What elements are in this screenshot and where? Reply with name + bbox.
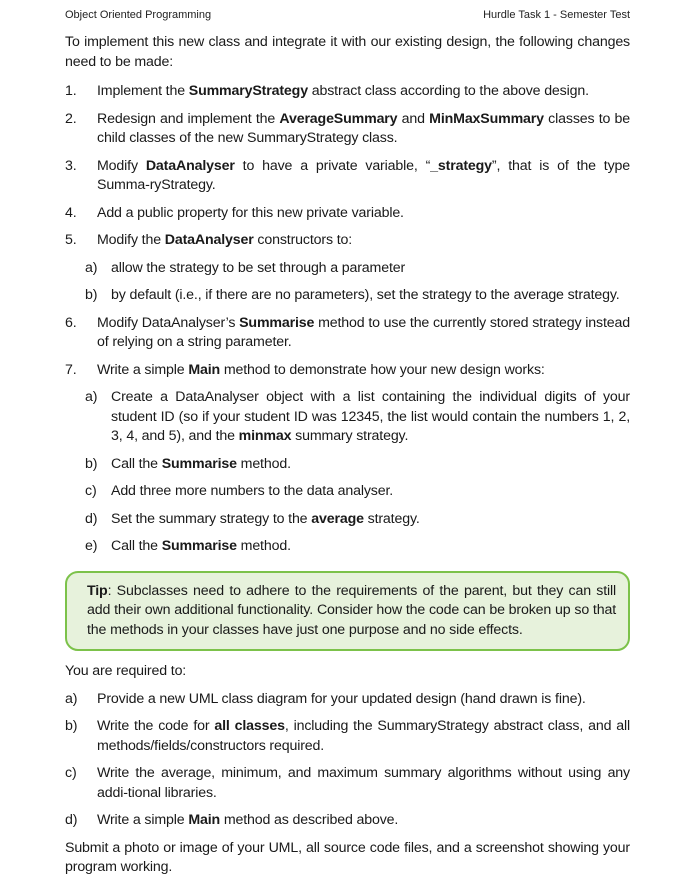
header-course-title: Object Oriented Programming <box>65 9 212 21</box>
step-item <box>65 361 630 381</box>
required-letter: a) <box>65 690 78 707</box>
intro-paragraph: To implement this new class and integrate it with our existing design, the following changes need to be made: <box>65 34 630 70</box>
required-letter: d) <box>65 812 78 828</box>
required-letter: b) <box>65 718 78 734</box>
substep-text: Add three more numbers to the data analyser. <box>111 483 394 499</box>
substep-text: allow the strategy to be set through a parameter <box>111 259 406 276</box>
required-text: Write the code for all classes, including the SummaryStrategy abstract class, and all methods/fields/constructors required. <box>97 718 630 754</box>
substep-letter: b) <box>85 455 98 472</box>
required-letter: c) <box>65 765 77 781</box>
document-body <box>65 33 630 878</box>
substep-text: Call the Summarise method. <box>111 538 291 554</box>
step-number: 5. <box>65 232 77 248</box>
step-text: Modify the DataAnalyser constructors to: <box>97 232 353 248</box>
substep-letter: c) <box>85 483 97 499</box>
required-item <box>65 717 630 756</box>
step-number: 2. <box>65 110 77 127</box>
step-text: Write a simple Main method to demonstrate how your new design works: <box>97 361 545 378</box>
step-text: Redesign and implement the AverageSummary and MinMaxSummary classes to be child classes of the new SummaryStrategy class. <box>97 110 630 146</box>
substep-item <box>85 537 630 557</box>
step-number: 7. <box>65 361 77 378</box>
step-text: Add a public property for this new private variable. <box>97 204 404 221</box>
step-item <box>65 314 630 353</box>
step-number: 4. <box>65 204 77 221</box>
substep-letter: a) <box>85 259 98 276</box>
substep-text: Create a DataAnalyser object with a list containing the individual digits of your student ID (so if your student ID was 12345, the list would contain the numbers 1, 2, 3, 4, and 5), and the minmax summary strategy. <box>111 389 630 444</box>
step-item <box>65 157 630 196</box>
required-item <box>65 764 630 803</box>
page-header <box>65 9 630 21</box>
required-item <box>65 690 630 710</box>
substep-item <box>85 455 630 475</box>
substep-text: Call the Summarise method. <box>111 455 291 472</box>
substep-letter: a) <box>85 389 98 405</box>
step-number: 6. <box>65 314 77 331</box>
header-task-title: Hurdle Task 1 - Semester Test <box>483 9 630 21</box>
substep-text: by default (i.e., if there are no parameters), set the strategy to the average strategy. <box>111 287 620 303</box>
substep-item <box>85 259 630 279</box>
substep-item <box>85 286 630 306</box>
step-item <box>65 231 630 251</box>
substep-letter: d) <box>85 510 98 527</box>
substep-item <box>85 388 630 447</box>
required-text: Write the average, minimum, and maximum summary algorithms without using any addi-tional libraries. <box>97 765 630 801</box>
substep-item <box>85 482 630 502</box>
required-text: Write a simple Main method as described above. <box>97 812 399 828</box>
required-text: Provide a new UML class diagram for your updated design (hand drawn is fine). <box>97 690 586 707</box>
step-item <box>65 110 630 149</box>
tip-text: Tip: Subclasses need to adhere to the requirements of the parent, but they can still add their own additional functionality. Consider how the code can be broken up so that the methods in your classes have just one purpose and no side effects. <box>87 582 616 638</box>
step-text: Modify DataAnalyser’s Summarise method to use the currently stored strategy instead of relying on a string parameter. <box>97 314 630 350</box>
required-heading: You are required to: <box>65 663 187 679</box>
submit-paragraph: Submit a photo or image of your UML, all source code files, and a screenshot showing your program working. <box>65 839 630 875</box>
step-number: 1. <box>65 83 77 99</box>
step-text: Modify DataAnalyser to have a private variable, “_strategy”, that is of the type Summa-ryStrategy. <box>97 157 631 193</box>
step-text: Implement the SummaryStrategy abstract class according to the above design. <box>97 83 589 99</box>
tip-label: Tip <box>87 582 108 599</box>
step-number: 3. <box>65 157 77 174</box>
substep-letter: e) <box>85 538 98 554</box>
substep-letter: b) <box>85 287 98 303</box>
required-item <box>65 811 630 831</box>
substep-text: Set the summary strategy to the average strategy. <box>111 510 420 527</box>
substep-item <box>85 510 630 530</box>
step-item <box>65 204 630 224</box>
tip-box <box>65 571 630 652</box>
step-item <box>65 82 630 102</box>
